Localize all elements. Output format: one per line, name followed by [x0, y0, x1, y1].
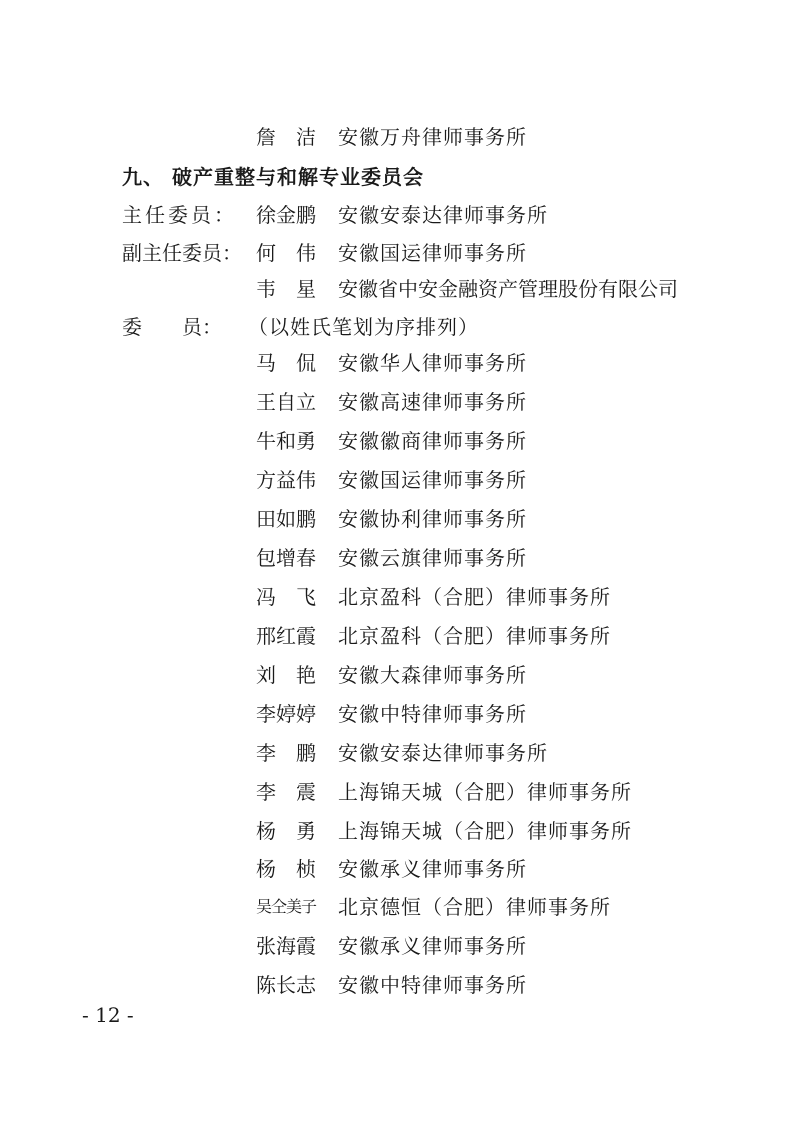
member-org: 安徽高速律师事务所	[338, 390, 527, 414]
member-org: 北京德恒（合肥）律师事务所	[338, 895, 611, 919]
member-org: 安徽大森律师事务所	[338, 663, 527, 687]
member-name: 方益伟	[256, 468, 316, 492]
members-note: （以姓氏笔划为序排列）	[248, 315, 479, 339]
director-org: 安徽安泰达律师事务所	[338, 203, 548, 227]
member-name: 李 震	[256, 780, 316, 804]
member-org: 安徽中特律师事务所	[338, 702, 527, 726]
member-name: 牛和勇	[256, 429, 316, 453]
deputy-label: 副主任委员：	[122, 241, 242, 265]
member-name: 陈长志	[256, 973, 316, 997]
member-name: 田如鹏	[256, 507, 316, 531]
section-heading: 九、 破产重整与和解专业委员会	[122, 165, 424, 189]
director-label: 主任委员：	[122, 203, 237, 227]
member-org: 北京盈科（合肥）律师事务所	[338, 585, 611, 609]
member-name: 马 侃	[256, 351, 316, 375]
member-org: 安徽华人律师事务所	[338, 351, 527, 375]
members-label: 委 员：	[122, 315, 222, 339]
member-name: 王自立	[256, 390, 316, 414]
member-name: 冯 飞	[256, 585, 316, 609]
member-name: 张海霞	[256, 934, 316, 958]
page-number: - 12 -	[82, 1003, 134, 1027]
member-org: 安徽安泰达律师事务所	[338, 741, 548, 765]
deputy-org: 安徽国运律师事务所	[338, 241, 527, 265]
member-org: 安徽承义律师事务所	[338, 857, 527, 881]
member-org: 北京盈科（合肥）律师事务所	[338, 624, 611, 648]
member-org: 安徽中特律师事务所	[338, 973, 527, 997]
member-name: 吴仝美子	[256, 897, 317, 916]
member-org: 安徽云旗律师事务所	[338, 546, 527, 570]
member-org: 安徽承义律师事务所	[338, 934, 527, 958]
member-org: 安徽协利律师事务所	[338, 507, 527, 531]
deputy-name: 何 伟	[256, 241, 316, 265]
member-name: 刘 艳	[256, 663, 316, 687]
member-name: 邢红霞	[256, 624, 316, 648]
member-name: 包增春	[256, 546, 316, 570]
member-org: 上海锦天城（合肥）律师事务所	[338, 819, 632, 843]
member-name: 李 鹏	[256, 741, 316, 765]
director-name: 徐金鹏	[256, 203, 316, 227]
top-entry-org: 安徽万舟律师事务所	[338, 125, 527, 149]
top-entry-name: 詹 洁	[256, 125, 316, 149]
member-org: 上海锦天城（合肥）律师事务所	[338, 780, 632, 804]
member-name: 杨 勇	[256, 819, 316, 843]
deputy-org: 安徽省中安金融资产管理股份有限公司	[338, 277, 678, 301]
member-name: 李婷婷	[256, 702, 316, 726]
member-name: 杨 桢	[256, 857, 316, 881]
deputy-name: 韦 星	[256, 277, 316, 301]
member-org: 安徽徽商律师事务所	[338, 429, 527, 453]
member-org: 安徽国运律师事务所	[338, 468, 527, 492]
